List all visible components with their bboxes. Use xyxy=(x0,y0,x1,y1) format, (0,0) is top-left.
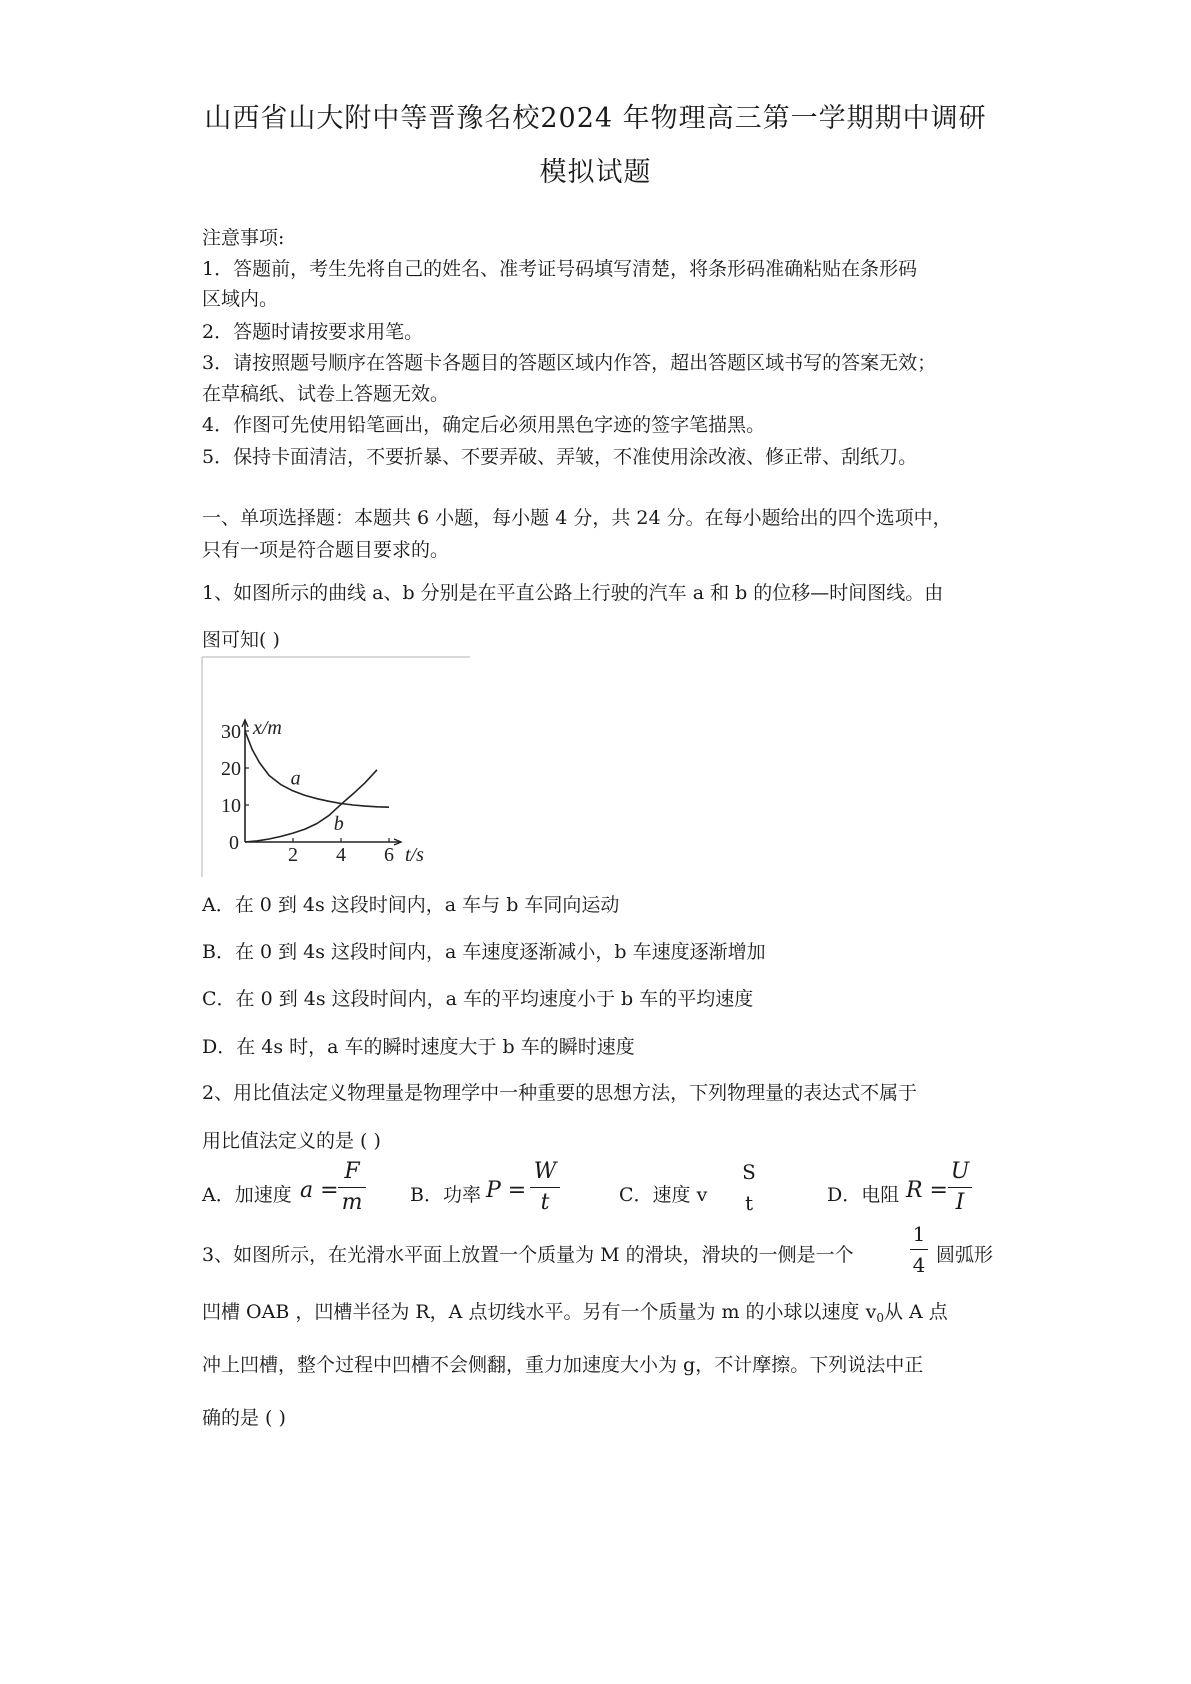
y-tick-label: 20 xyxy=(221,758,241,780)
page-title-line2: 模拟试题 xyxy=(539,157,652,188)
question-2-option-d-fraction xyxy=(948,1160,972,1215)
fraction-numerator: W xyxy=(533,1159,557,1184)
fraction-bar xyxy=(738,1187,760,1188)
question-2-option-b-fraction xyxy=(530,1160,560,1215)
question-1-option-c: C．在 0 到 4s 这段时间内，a 车的平均速度小于 b 车的平均速度 xyxy=(202,988,754,1010)
series-a-curve xyxy=(245,731,389,807)
y-tick-label: 30 xyxy=(221,721,241,743)
notice-line-3-cont: 在草稿纸、试卷上答题无效。 xyxy=(202,383,450,405)
question-2-option-d-lhs: R = xyxy=(906,1178,948,1203)
question-3-stem-line2-b: 从 A 点 xyxy=(883,1301,948,1323)
fraction-numerator: S xyxy=(742,1160,756,1184)
fraction-denominator: t xyxy=(540,1190,550,1215)
question-2-option-c-fraction xyxy=(738,1160,760,1215)
question-2-option-a-lhs: a = xyxy=(300,1178,339,1203)
question-2-option-c-label: C．速度 v xyxy=(619,1184,708,1206)
y-axis-label: x/m xyxy=(253,716,282,739)
question-1-option-b: B．在 0 到 4s 这段时间内，a 车速度逐渐减小，b 车速度逐渐增加 xyxy=(202,941,766,963)
section-1-instructions-cont: 只有一项是符合题目要求的。 xyxy=(202,539,450,561)
fraction-numerator: F xyxy=(344,1159,360,1184)
fraction-bar xyxy=(530,1187,560,1188)
question-2-stem: 2、用比值法定义物理量是物理学中一种重要的思想方法，下列物理量的表达式不属于 xyxy=(202,1082,918,1104)
notice-heading: 注意事项: xyxy=(202,227,285,249)
question-2-option-b-lhs: P = xyxy=(486,1178,527,1203)
fraction-denominator: I xyxy=(955,1190,965,1215)
chart-curves xyxy=(245,731,389,842)
x-tick-label: 6 xyxy=(384,844,394,866)
notice-line-1-cont: 区域内。 xyxy=(202,288,279,310)
question-3-stem-line2 xyxy=(202,1297,948,1325)
fraction-numerator: U xyxy=(950,1159,970,1184)
fraction-numerator: 1 xyxy=(912,1222,926,1246)
question-1-option-d: D．在 4s 时，a 车的瞬时速度大于 b 车的瞬时速度 xyxy=(202,1036,635,1058)
notice-line-1: 1．答题前，考生先将自己的姓名、准考证号码填写清楚，将条形码准确粘贴在条形码 xyxy=(202,258,918,280)
series-b-label: b xyxy=(333,813,344,836)
question-1-stem: 1、如图所示的曲线 a、b 分别是在平直公路上行驶的汽车 a 和 b 的位移—时间图线。由 xyxy=(202,582,944,604)
question-3-stem-line4: 确的是 ( ) xyxy=(202,1407,286,1429)
velocity-subscript: 0 xyxy=(876,1311,884,1325)
series-a-label: a xyxy=(290,767,301,790)
question-1-figure xyxy=(200,655,472,879)
notice-line-3: 3．请按照题号顺序在答题卡各题目的答题区域内作答，超出答题区域书写的答案无效； xyxy=(202,352,937,374)
x-tick-label: 4 xyxy=(336,844,346,866)
question-1-stem-cont: 图可知( ) xyxy=(202,629,280,651)
question-3-quarter-fraction xyxy=(910,1222,928,1277)
question-1-option-a: A．在 0 到 4s 这段时间内，a 车与 b 车同向运动 xyxy=(202,894,620,916)
fraction-denominator: m xyxy=(341,1190,363,1215)
x-tick-label: 2 xyxy=(288,844,298,866)
notice-line-2: 2．答题时请按要求用笔。 xyxy=(202,321,424,343)
question-2-stem-cont: 用比值法定义的是 ( ) xyxy=(202,1130,381,1152)
fraction-denominator: 4 xyxy=(912,1253,926,1277)
question-2-option-b-label: B．功率 xyxy=(410,1184,481,1206)
section-1-instructions: 一、单项选择题：本题共 6 小题，每小题 4 分，共 24 分。在每小题给出的四个选项中， xyxy=(202,507,952,529)
y-tick-label: 10 xyxy=(221,795,241,817)
fraction-bar xyxy=(948,1187,972,1188)
origin-label: 0 xyxy=(229,832,239,854)
fraction-denominator: t xyxy=(744,1191,754,1215)
fraction-bar xyxy=(910,1249,928,1250)
question-3-stem-a: 3、如图所示，在光滑水平面上放置一个质量为 M 的滑块，滑块的一侧是一个 xyxy=(202,1244,854,1266)
notice-line-5: 5．保持卡面清洁，不要折暴、不要弄破、弄皱，不准使用涂改液、修正带、刮纸刀。 xyxy=(202,446,918,468)
chart-labels xyxy=(221,717,424,866)
question-3-stem-b: 圆弧形 xyxy=(936,1244,994,1266)
fraction-bar xyxy=(338,1187,366,1188)
question-2-option-a-fraction xyxy=(338,1160,366,1215)
question-3-stem-line3: 冲上凹槽，整个过程中凹槽不会侧翻，重力加速度大小为 g，不计摩擦。下列说法中正 xyxy=(202,1354,924,1376)
question-2-option-d-label: D．电阻 xyxy=(827,1184,900,1206)
page-title-line1: 山西省山大附中等晋豫名校2024 年物理高三第一学期期中调研 xyxy=(204,103,987,134)
question-2-option-a-label: A．加速度 xyxy=(202,1184,292,1206)
question-3-stem-line2-a: 凹槽 OAB ，凹槽半径为 R，A 点切线水平。另有一个质量为 m 的小球以速度 v xyxy=(202,1301,877,1323)
x-axis-label: t/s xyxy=(405,844,424,866)
notice-line-4: 4．作图可先使用铅笔画出，确定后必须用黑色字迹的签字笔描黑。 xyxy=(202,414,766,436)
